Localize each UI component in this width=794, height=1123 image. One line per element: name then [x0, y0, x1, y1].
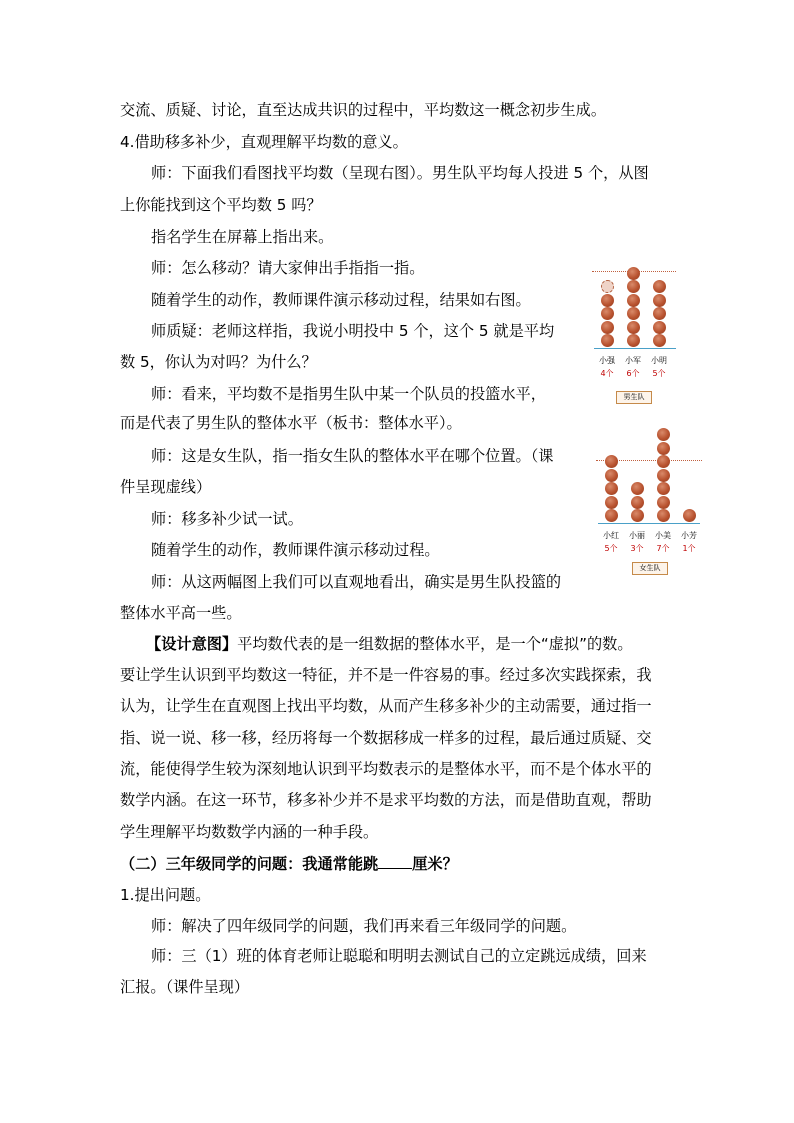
paragraph-line: 指名学生在屏幕上指出来。: [151, 228, 334, 246]
basketball-icon: [631, 509, 644, 522]
basketball-icon: [631, 496, 644, 509]
basketball-icon: [657, 482, 670, 495]
basketball-icon: [601, 294, 614, 307]
paragraph-line: 指、说一说、移一移，经历将每一个数据移成一样多的过程，最后通过质疑、交: [120, 729, 652, 747]
paragraph-line: 数 5，你认为对吗？为什么？: [120, 353, 317, 371]
basketball-icon: [627, 294, 640, 307]
paragraph-line: 认为，让学生在直观图上找出平均数，从而产生移多补少的主动需要，通过指一: [120, 697, 652, 715]
paragraph-line: 4.借助移多补少，直观理解平均数的意义。: [120, 133, 408, 151]
blank-underline: [378, 853, 412, 869]
player-name: 小红: [603, 531, 619, 540]
boys-team-figure: [592, 250, 702, 410]
basketball-icon: [605, 496, 618, 509]
design-intent-text: 平均数代表的是一组数据的整体水平，是一个“虚拟”的数。: [237, 635, 633, 653]
player-count: 4个: [600, 369, 614, 378]
player-name: 小美: [655, 531, 671, 540]
basketball-icon: [657, 469, 670, 482]
basketball-icon: [653, 321, 666, 334]
paragraph-line: 汇报。（课件呈现）: [120, 978, 250, 996]
paragraph-line: 学生理解平均数数学内涵的一种手段。: [120, 823, 379, 841]
basketball-icon: [627, 334, 640, 347]
paragraph-line: 师：怎么移动？请大家伸出手指指一指。: [151, 259, 425, 277]
player-name: 小明: [651, 356, 667, 365]
section-heading-prefix: （二）三年级同学的问题：我通常能跳: [120, 855, 379, 873]
paragraph-line: 师质疑：老师这样指，我说小明投中 5 个，这个 5 就是平均: [151, 322, 555, 340]
player-name: 小军: [625, 356, 641, 365]
basketball-icon: [653, 334, 666, 347]
basketball-icon: [657, 455, 670, 468]
basketball-icon: [627, 267, 640, 280]
player-count: 3个: [630, 544, 644, 553]
design-intent-line: [146, 634, 633, 654]
paragraph-line: 随着学生的动作，教师课件演示移动过程，结果如右图。: [151, 291, 531, 309]
paragraph-line: 1.提出问题。: [120, 886, 211, 904]
paragraph-line: 件呈现虚线）: [120, 478, 212, 496]
player-count: 1个: [682, 544, 696, 553]
paragraph-line: 师：解决了四年级同学的问题，我们再来看三年级同学的问题。: [151, 917, 577, 935]
player-count: 6个: [626, 369, 640, 378]
basketball-icon: [657, 496, 670, 509]
player-count: 5个: [604, 544, 618, 553]
basketball-icon: [683, 509, 696, 522]
basketball-icon: [657, 428, 670, 441]
baseline: [594, 348, 676, 349]
paragraph-line: 随着学生的动作，教师课件演示移动过程。: [151, 541, 440, 559]
moved-ball-placeholder: [601, 280, 614, 293]
paragraph-line: 师：这是女生队，指一指女生队的整体水平在哪个位置。（课: [151, 447, 554, 465]
basketball-icon: [631, 482, 644, 495]
paragraph-line: 而是代表了男生队的整体水平（板书：整体水平）。: [120, 414, 462, 432]
paragraph-line: 上你能找到这个平均数 5 吗？: [120, 196, 322, 214]
basketball-icon: [627, 307, 640, 320]
section-heading-suffix: 厘米？: [412, 855, 458, 873]
player-count: 5个: [652, 369, 666, 378]
basketball-icon: [605, 469, 618, 482]
paragraph-line: 师：看来，平均数不是指男生队中某一个队员的投篮水平，: [151, 385, 546, 403]
paragraph-line: 师：下面我们看图找平均数（呈现右图）。男生队平均每人投进 5 个，从图: [151, 164, 649, 182]
basketball-icon: [627, 321, 640, 334]
paragraph-line: 师：从这两幅图上我们可以直观地看出，确实是男生队投篮的: [151, 573, 562, 591]
baseline: [598, 523, 700, 524]
player-count: 7个: [656, 544, 670, 553]
player-name: 小强: [599, 356, 615, 365]
section-heading: [120, 853, 458, 874]
basketball-icon: [657, 509, 670, 522]
basketball-icon: [601, 307, 614, 320]
paragraph-line: 师：三（1）班的体育老师让聪聪和明明去测试自己的立定跳远成绩，回来: [151, 947, 647, 965]
paragraph-line: 交流、质疑、讨论，直至达成共识的过程中，平均数这一概念初步生成。: [120, 101, 606, 119]
design-intent-label: 【设计意图】: [146, 635, 238, 653]
basketball-icon: [605, 482, 618, 495]
basketball-icon: [601, 334, 614, 347]
girls-team-figure: [596, 408, 706, 578]
player-name: 小丽: [629, 531, 645, 540]
basketball-icon: [605, 455, 618, 468]
paragraph-line: 流，能使得学生较为深刻地认识到平均数表示的是整体水平，而不是个体水平的: [120, 760, 652, 778]
girls-team-label: 女生队: [632, 562, 668, 575]
paragraph-line: 数学内涵。在这一环节，移多补少并不是求平均数的方法，而是借助直观，帮助: [120, 791, 652, 809]
basketball-icon: [653, 280, 666, 293]
basketball-icon: [601, 321, 614, 334]
basketball-icon: [653, 307, 666, 320]
boys-team-label: 男生队: [616, 391, 652, 404]
basketball-icon: [605, 509, 618, 522]
player-name: 小芳: [681, 531, 697, 540]
paragraph-line: 整体水平高一些。: [120, 604, 242, 622]
paragraph-line: 要让学生认识到平均数这一特征，并不是一件容易的事。经过多次实践探索，我: [120, 666, 652, 684]
basketball-icon: [657, 442, 670, 455]
basketball-icon: [653, 294, 666, 307]
basketball-icon: [627, 280, 640, 293]
paragraph-line: 师：移多补少试一试。: [151, 510, 303, 528]
